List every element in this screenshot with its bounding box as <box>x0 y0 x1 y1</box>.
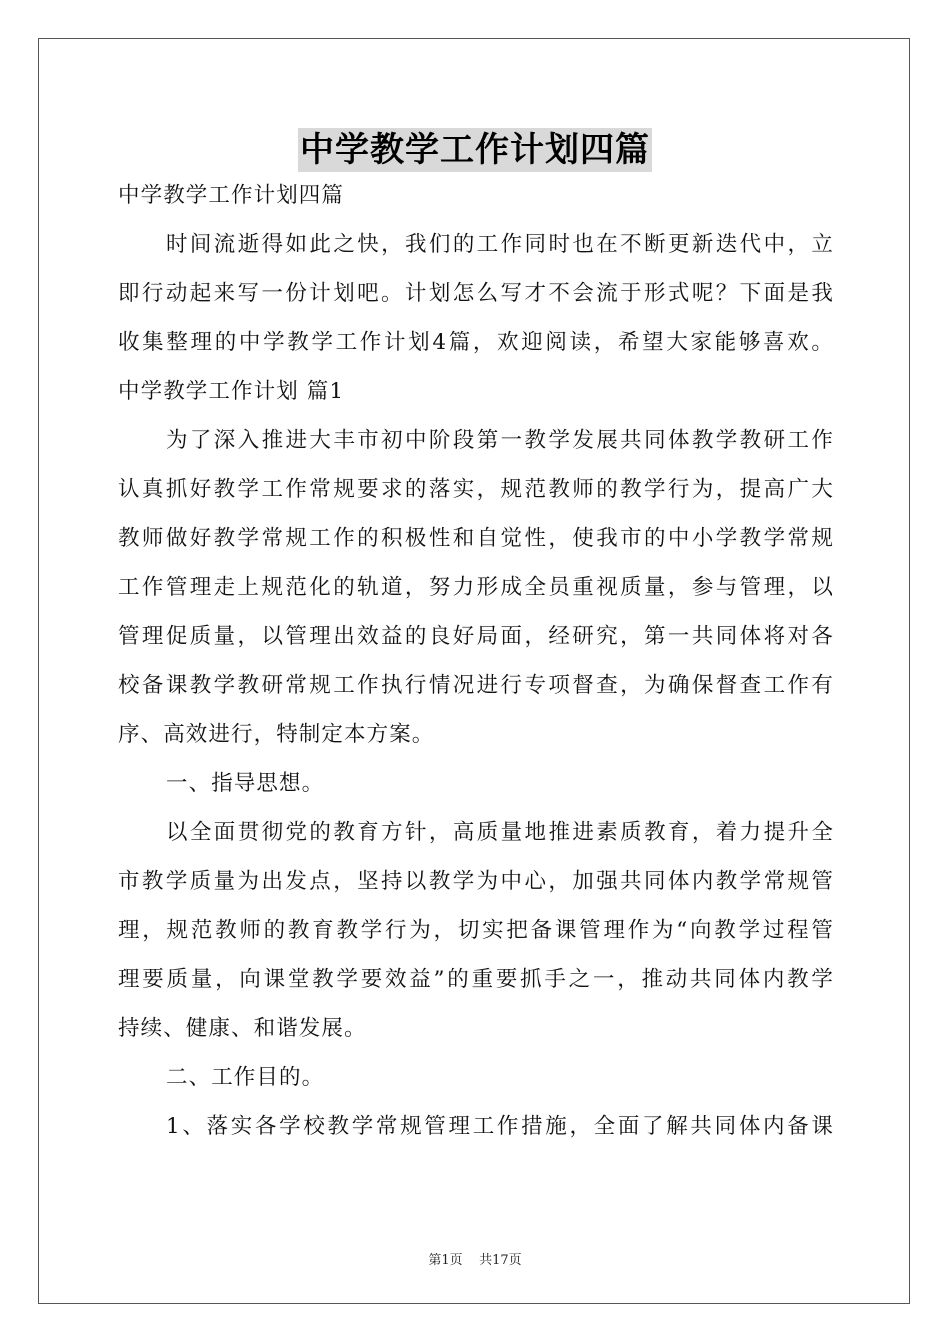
paragraph-line: 收集整理的中学教学工作计划4篇，欢迎阅读，希望大家能够喜欢。 <box>118 330 834 355</box>
paragraph-line: 教师做好教学常规工作的积极性和自觉性，使我市的中小学教学常规 <box>118 526 834 551</box>
paragraph-line: 管理促质量，以管理出效益的良好局面，经研究，第一共同体将对各 <box>118 624 834 649</box>
paragraph-line: 理要质量，向课堂教学要效益”的重要抓手之一，推动共同体内教学 <box>118 967 834 992</box>
paragraph-line: 理，规范教师的教育教学行为，切实把备课管理作为“向教学过程管 <box>118 918 834 943</box>
subtitle-line: 中学教学工作计划四篇 <box>118 183 345 208</box>
paragraph-line: 以全面贯彻党的教育方针，高质量地推进素质教育，着力提升全 <box>166 820 834 845</box>
page-number: 第1页 共17页 <box>428 1253 522 1268</box>
paragraph-line: 持续、健康、和谐发展。 <box>118 1016 367 1041</box>
subsection-heading: 一、指导思想。 <box>166 771 325 796</box>
paragraph-line: 序、高效进行，特制定本方案。 <box>118 722 435 747</box>
paragraph-line: 时间流逝得如此之快，我们的工作同时也在不断更新迭代中，立 <box>166 232 834 257</box>
paragraph-line: 认真抓好教学工作常规要求的落实，规范教师的教学行为，提高广大 <box>118 477 834 502</box>
page-footer <box>0 1249 950 1268</box>
paragraph-line: 校备课教学教研常规工作执行情况进行专项督查，为确保督查工作有 <box>118 673 834 698</box>
document-title: 中学教学工作计划四篇 <box>300 130 650 170</box>
paragraph-line: 即行动起来写一份计划吧。计划怎么写才不会流于形式呢？下面是我 <box>118 281 834 306</box>
document-body <box>118 180 834 1160</box>
title-wrapper <box>0 128 950 172</box>
paragraph-line: 1、落实各学校教学常规管理工作措施，全面了解共同体内备课 <box>166 1114 834 1139</box>
paragraph-line: 为了深入推进大丰市初中阶段第一教学发展共同体教学教研工作 <box>166 428 834 453</box>
paragraph-line: 工作管理走上规范化的轨道，努力形成全员重视质量，参与管理，以 <box>118 575 834 600</box>
paragraph-line: 市教学质量为出发点，坚持以教学为中心，加强共同体内教学常规管 <box>118 869 834 894</box>
section-heading: 中学教学工作计划 篇1 <box>118 379 345 404</box>
subsection-heading: 二、工作目的。 <box>166 1065 325 1090</box>
